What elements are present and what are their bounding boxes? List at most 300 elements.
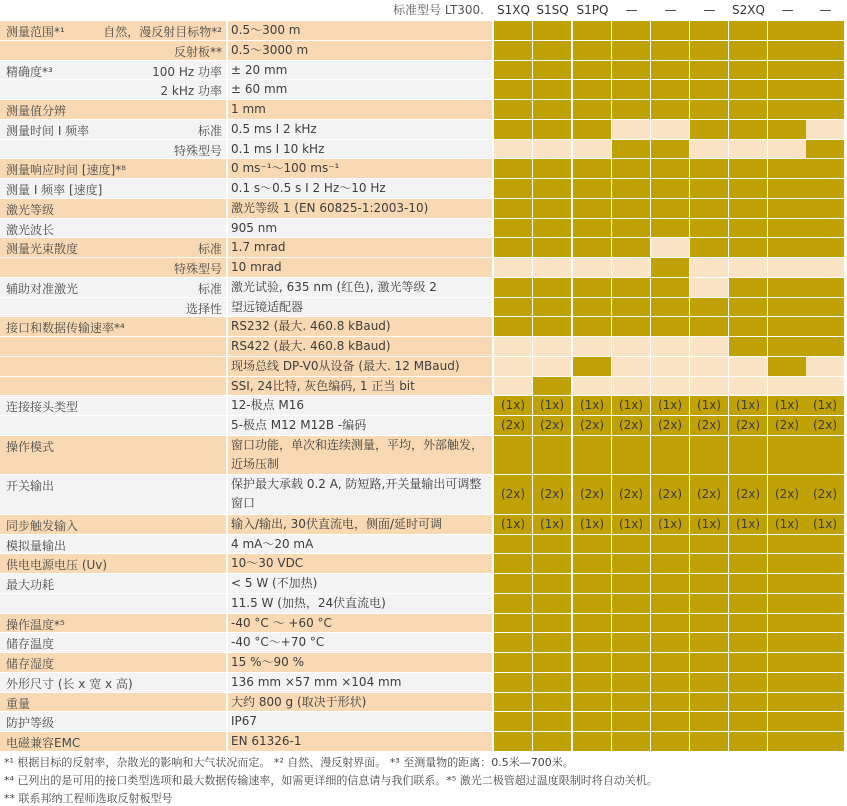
row-label	[0, 238, 226, 257]
availability-cell	[533, 199, 571, 218]
availability-cell	[494, 317, 532, 336]
availability-cell: (2x)	[729, 416, 767, 435]
availability-cell	[806, 120, 844, 139]
availability-cell	[806, 337, 844, 356]
availability-cell	[651, 199, 689, 218]
availability-cell	[729, 535, 767, 554]
availability-cell	[768, 120, 806, 139]
row-label	[0, 258, 226, 277]
availability-cell: (1x)	[533, 396, 571, 415]
availability-cell	[612, 633, 650, 652]
availability-cell	[806, 317, 844, 336]
row-label-text: 辅助对准激光	[6, 281, 79, 296]
row-value: 15 %～90 %	[228, 653, 492, 672]
availability-cell	[651, 712, 689, 731]
availability-cell	[690, 120, 728, 139]
availability-cell	[651, 298, 689, 317]
row-sublabel: 标准	[197, 281, 222, 296]
availability-cell	[768, 594, 806, 613]
availability-cell	[533, 278, 571, 297]
column-header: —	[625, 3, 638, 17]
availability-cell	[729, 140, 767, 159]
availability-cell	[612, 80, 650, 99]
availability-cell: (1x)	[573, 396, 611, 415]
availability-cell	[494, 219, 532, 238]
availability-cell	[612, 554, 650, 573]
availability-cell	[494, 258, 532, 277]
row-value: RS232 (最大. 460.8 kBaud)	[228, 317, 492, 336]
row-value: 大约 800 g (取决于形状)	[228, 693, 492, 712]
availability-cell	[806, 377, 844, 396]
row-label	[0, 535, 226, 554]
availability-cell	[806, 693, 844, 712]
row-label-text: 最大功耗	[6, 578, 55, 592]
availability-cell	[533, 614, 571, 633]
availability-cell	[494, 61, 532, 80]
availability-cell	[690, 337, 728, 356]
availability-cell	[768, 317, 806, 336]
row-label-text: 外形尺寸 (长 x 宽 x 高)	[6, 676, 133, 691]
availability-cell: (2x)	[533, 416, 571, 435]
availability-cell	[806, 633, 844, 652]
availability-cell	[533, 41, 571, 60]
availability-cell	[690, 594, 728, 613]
availability-cell	[729, 357, 767, 376]
availability-cell: (1x)	[690, 515, 728, 534]
availability-cell	[612, 732, 650, 751]
row-label	[0, 614, 226, 633]
availability-cell	[612, 278, 650, 297]
availability-cell	[494, 357, 532, 376]
availability-cell	[651, 436, 689, 475]
availability-cell	[573, 61, 611, 80]
availability-cell	[729, 278, 767, 297]
availability-cell	[768, 535, 806, 554]
availability-cell: (1x)	[806, 396, 844, 415]
availability-cell: (1x)	[651, 515, 689, 534]
availability-cell	[651, 80, 689, 99]
availability-cell	[612, 199, 650, 218]
availability-cell	[690, 357, 728, 376]
availability-cell	[573, 159, 611, 178]
row-label	[0, 159, 226, 178]
availability-cell	[651, 21, 689, 40]
availability-cell	[651, 693, 689, 712]
availability-cell	[612, 159, 650, 178]
availability-cell: (1x)	[806, 515, 844, 534]
availability-cell	[690, 574, 728, 593]
row-value: 保护最大承载 0.2 A, 防短路,开关量输出可调整窗口	[228, 475, 492, 514]
availability-cell	[494, 21, 532, 40]
row-value: 0.1 s～0.5 s I 2 Hz～10 Hz	[228, 179, 492, 198]
row-label-text: 操作温度*⁵	[6, 617, 65, 632]
row-label-text: 测量光束散度	[6, 242, 79, 257]
row-value: 10～30 VDC	[228, 554, 492, 573]
availability-cell	[806, 436, 844, 475]
availability-cell	[729, 80, 767, 99]
availability-cell	[494, 673, 532, 692]
availability-cell	[573, 357, 611, 376]
row-value: RS422 (最大. 460.8 kBaud)	[228, 337, 492, 356]
availability-cell: (2x)	[494, 475, 532, 514]
availability-cell	[533, 574, 571, 593]
availability-cell	[768, 436, 806, 475]
availability-cell	[533, 594, 571, 613]
availability-cell	[729, 219, 767, 238]
row-label-text: 储存湿度	[6, 657, 55, 671]
row-value: -40 °C～+70 °C	[228, 633, 492, 652]
availability-cell	[573, 238, 611, 257]
availability-cell	[690, 653, 728, 672]
availability-cell	[612, 337, 650, 356]
availability-cell	[573, 653, 611, 672]
availability-cell	[768, 377, 806, 396]
availability-cell: (1x)	[494, 396, 532, 415]
availability-cell	[612, 673, 650, 692]
availability-cell	[729, 61, 767, 80]
row-value: EN 61326-1	[228, 732, 492, 751]
row-label	[0, 199, 226, 218]
row-label	[0, 140, 226, 159]
availability-cell	[651, 633, 689, 652]
availability-cell: (2x)	[573, 475, 611, 514]
availability-cell	[806, 653, 844, 672]
availability-cell	[533, 732, 571, 751]
row-label	[0, 436, 226, 475]
availability-cell	[494, 159, 532, 178]
availability-cell	[690, 258, 728, 277]
availability-cell	[806, 614, 844, 633]
availability-cell	[573, 80, 611, 99]
row-sublabel: 标准	[197, 123, 222, 138]
row-label-text: 连接接头类型	[6, 400, 79, 415]
availability-cell	[651, 159, 689, 178]
availability-cell: (1x)	[690, 396, 728, 415]
availability-cell	[806, 298, 844, 317]
row-label-text: 同步触发输入	[6, 518, 79, 533]
availability-cell: (1x)	[494, 515, 532, 534]
availability-cell	[494, 436, 532, 475]
availability-cell	[651, 594, 689, 613]
row-label	[0, 554, 226, 573]
row-label	[0, 80, 226, 99]
row-value: 输入/输出, 30伏直流电，侧面/延时可调	[228, 515, 492, 534]
row-label	[0, 337, 226, 356]
availability-cell: (1x)	[729, 396, 767, 415]
row-sublabel: 自然，漫反射目标物*²	[103, 25, 222, 39]
availability-cell	[768, 732, 806, 751]
availability-cell	[533, 179, 571, 198]
row-value: 4 mA～20 mA	[228, 535, 492, 554]
availability-cell	[612, 574, 650, 593]
availability-cell	[768, 159, 806, 178]
availability-cell	[494, 337, 532, 356]
availability-cell	[806, 179, 844, 198]
availability-cell	[806, 100, 844, 119]
availability-cell	[612, 298, 650, 317]
availability-cell	[690, 298, 728, 317]
column-header: S1PQ	[576, 3, 609, 17]
availability-cell	[651, 673, 689, 692]
availability-cell: (2x)	[768, 416, 806, 435]
availability-cell	[729, 633, 767, 652]
availability-cell	[729, 337, 767, 356]
availability-cell	[612, 614, 650, 633]
availability-cell	[768, 61, 806, 80]
model-label: 标准型号 LT300.	[393, 3, 484, 17]
availability-cell	[768, 574, 806, 593]
availability-cell	[612, 120, 650, 139]
availability-cell: (2x)	[806, 475, 844, 514]
row-label-text: 供电电源电压 (Uv)	[6, 558, 108, 573]
row-label	[0, 317, 226, 336]
row-label	[0, 21, 226, 40]
availability-cell	[729, 653, 767, 672]
availability-cell	[494, 120, 532, 139]
availability-cell	[729, 712, 767, 731]
row-label	[0, 594, 226, 613]
availability-cell	[612, 377, 650, 396]
availability-cell	[768, 712, 806, 731]
availability-cell	[612, 140, 650, 159]
availability-cell	[651, 120, 689, 139]
availability-cell	[690, 317, 728, 336]
availability-cell	[806, 258, 844, 277]
availability-cell	[690, 219, 728, 238]
availability-cell	[729, 732, 767, 751]
row-label-text: 电磁兼容EMC	[6, 736, 81, 750]
availability-cell	[612, 219, 650, 238]
availability-cell	[729, 317, 767, 336]
availability-cell	[690, 21, 728, 40]
availability-cell	[494, 80, 532, 99]
column-header: S1SQ	[536, 3, 569, 17]
availability-cell	[494, 140, 532, 159]
availability-cell: (2x)	[573, 416, 611, 435]
availability-cell	[690, 712, 728, 731]
availability-cell	[533, 693, 571, 712]
availability-cell	[533, 219, 571, 238]
availability-cell	[768, 357, 806, 376]
availability-cell	[573, 614, 611, 633]
availability-cell	[651, 140, 689, 159]
row-sublabel: 标准	[197, 242, 222, 257]
row-label	[0, 377, 226, 396]
availability-cell	[729, 298, 767, 317]
availability-cell	[690, 179, 728, 198]
availability-cell	[768, 554, 806, 573]
availability-cell: (1x)	[729, 515, 767, 534]
availability-cell	[573, 258, 611, 277]
availability-cell	[806, 594, 844, 613]
row-value: 窗口功能，单次和连续测量，平均，外部触发，近场压制	[228, 436, 492, 475]
availability-cell	[651, 100, 689, 119]
availability-cell: (2x)	[494, 416, 532, 435]
row-sublabel: 特殊型号	[173, 262, 222, 276]
availability-cell	[533, 120, 571, 139]
availability-cell	[494, 594, 532, 613]
availability-cell	[612, 712, 650, 731]
column-header: —	[664, 3, 677, 17]
row-label-text: 操作模式	[6, 439, 55, 454]
availability-cell: (2x)	[690, 475, 728, 514]
availability-cell	[768, 41, 806, 60]
availability-cell	[651, 179, 689, 198]
availability-cell	[494, 278, 532, 297]
availability-cell	[612, 693, 650, 712]
availability-cell	[690, 100, 728, 119]
row-value: 1 mm	[228, 100, 492, 119]
availability-cell	[768, 278, 806, 297]
availability-cell	[806, 535, 844, 554]
availability-cell	[612, 535, 650, 554]
row-sublabel: 特殊型号	[173, 143, 222, 158]
row-sublabel: 选择性	[185, 301, 222, 316]
row-label-text: 重量	[6, 696, 31, 711]
availability-cell	[768, 238, 806, 257]
availability-cell	[806, 41, 844, 60]
availability-cell	[806, 159, 844, 178]
availability-cell	[729, 436, 767, 475]
availability-cell	[573, 41, 611, 60]
availability-cell	[573, 673, 611, 692]
availability-cell	[729, 179, 767, 198]
availability-cell	[533, 61, 571, 80]
availability-cell	[573, 693, 611, 712]
availability-cell	[573, 298, 611, 317]
availability-cell	[729, 693, 767, 712]
availability-cell	[768, 199, 806, 218]
availability-cell	[651, 732, 689, 751]
availability-cell	[651, 377, 689, 396]
row-label	[0, 61, 226, 80]
row-value: IP67	[228, 712, 492, 731]
availability-cell	[573, 317, 611, 336]
availability-cell: (2x)	[806, 416, 844, 435]
availability-cell	[690, 693, 728, 712]
row-value: 现场总线 DP-V0从设备 (最大. 12 MBaud)	[228, 357, 492, 376]
column-header: —	[703, 3, 716, 17]
row-label	[0, 179, 226, 198]
availability-cell	[768, 337, 806, 356]
availability-cell	[729, 159, 767, 178]
row-label-text: 测量时间 I 频率	[6, 123, 90, 138]
row-value: 5-极点 M12 M12B -编码	[228, 416, 492, 435]
row-label	[0, 396, 226, 415]
availability-cell	[573, 337, 611, 356]
availability-cell	[651, 278, 689, 297]
availability-cell	[573, 594, 611, 613]
availability-cell	[690, 140, 728, 159]
availability-cell: (1x)	[768, 515, 806, 534]
availability-cell	[494, 179, 532, 198]
footnote: *¹ 根据目标的反射率，杂散光的影响和大气状况而定。 *² 自然、漫反射界面。 *³ 至测量物的距离：0.5米—700米。	[4, 755, 574, 769]
row-value: -40 °C ～ +60 °C	[228, 614, 492, 633]
row-label-text: 精确度*³	[6, 64, 53, 79]
availability-cell	[494, 653, 532, 672]
footnote: *⁴ 已列出的是可用的接口类型选项和最大数据传输速率，如需更详细的信息请与我们联系。*⁵ 激光二极管超过温度限制时将自动关机。	[4, 773, 658, 787]
availability-cell	[533, 357, 571, 376]
availability-cell: (2x)	[612, 416, 650, 435]
availability-cell: (1x)	[533, 515, 571, 534]
availability-cell: (2x)	[768, 475, 806, 514]
availability-cell	[768, 673, 806, 692]
availability-cell	[573, 140, 611, 159]
availability-cell	[651, 219, 689, 238]
availability-cell	[806, 357, 844, 376]
row-label-text: 接口和数据传输速率*⁴	[6, 321, 125, 336]
row-sublabel: 反射板**	[173, 44, 222, 59]
row-value: 136 mm ×57 mm ×104 mm	[228, 673, 492, 692]
availability-cell	[651, 337, 689, 356]
availability-cell	[612, 100, 650, 119]
availability-cell	[573, 554, 611, 573]
row-label	[0, 278, 226, 297]
row-label	[0, 219, 226, 238]
availability-cell	[651, 258, 689, 277]
availability-cell: (1x)	[768, 396, 806, 415]
availability-cell	[768, 219, 806, 238]
row-value: ± 20 mm	[228, 61, 492, 80]
availability-cell	[806, 238, 844, 257]
availability-cell	[690, 535, 728, 554]
availability-cell	[768, 633, 806, 652]
availability-cell	[806, 219, 844, 238]
availability-cell	[533, 377, 571, 396]
availability-cell	[573, 278, 611, 297]
availability-cell	[533, 238, 571, 257]
availability-cell	[573, 219, 611, 238]
availability-cell	[768, 614, 806, 633]
row-value: < 5 W (不加热)	[228, 574, 492, 593]
availability-cell	[690, 633, 728, 652]
row-label-text: 测量值分辨	[6, 104, 67, 118]
row-label-text: 激光等级	[6, 202, 55, 217]
row-value: 激光试验, 635 nm (红色), 激光等级 2	[228, 278, 492, 297]
availability-cell	[533, 258, 571, 277]
row-value: 905 nm	[228, 219, 492, 238]
availability-cell	[533, 21, 571, 40]
availability-cell	[729, 554, 767, 573]
availability-cell	[494, 199, 532, 218]
availability-cell	[690, 436, 728, 475]
availability-cell	[494, 298, 532, 317]
availability-cell	[533, 159, 571, 178]
availability-cell	[573, 120, 611, 139]
availability-cell	[612, 258, 650, 277]
row-label	[0, 712, 226, 731]
row-label-text: 模拟量输出	[6, 538, 67, 553]
availability-cell	[533, 80, 571, 99]
availability-cell	[533, 337, 571, 356]
availability-cell	[533, 673, 571, 692]
availability-cell	[768, 258, 806, 277]
availability-cell	[651, 238, 689, 257]
availability-cell	[729, 199, 767, 218]
row-label-text: 开关输出	[6, 479, 55, 494]
availability-cell	[806, 140, 844, 159]
availability-cell	[573, 100, 611, 119]
availability-cell	[690, 673, 728, 692]
availability-cell	[494, 633, 532, 652]
row-label	[0, 100, 226, 119]
availability-cell	[494, 100, 532, 119]
availability-cell	[573, 712, 611, 731]
availability-cell	[573, 732, 611, 751]
availability-cell	[651, 535, 689, 554]
row-label-text: 测量 I 频率 [速度]	[6, 183, 103, 197]
availability-cell	[651, 357, 689, 376]
